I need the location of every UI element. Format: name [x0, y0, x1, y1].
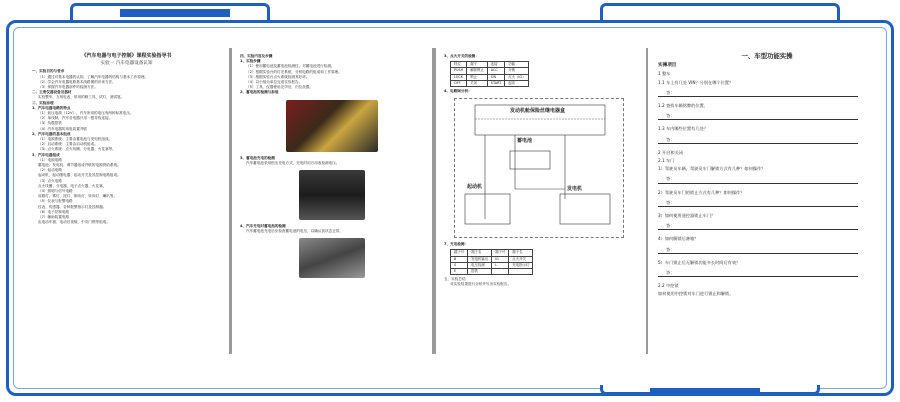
page1-line: 二、主要仪器设备及器材	[32, 90, 72, 95]
page1-line: 起动机、起动继电器、起动开关及其控制电路组成。	[38, 173, 121, 178]
page2-line: （2）根据实验台的灯光系统，分析电路的组成和工作原理。	[246, 69, 342, 74]
table-cell: 发电机输出	[468, 256, 492, 262]
table-cell: ACC	[487, 68, 504, 74]
table-cell: 搭铁	[468, 269, 492, 275]
starter-label: 起动机	[467, 184, 483, 191]
page4-section: 实操项目	[658, 63, 677, 69]
answer-field[interactable]: 答：	[658, 270, 858, 277]
question-text: 1 整车	[658, 71, 671, 77]
answer-field[interactable]: 答：	[658, 223, 858, 230]
page1-line: 3、汽车电器组成	[32, 152, 60, 157]
page1-line: 1、汽车电器电路的特点	[32, 105, 71, 110]
page2-line: （1）使用蓄电池及蓄电池检测仪，对蓄电池进行检测。	[246, 64, 335, 69]
table-cell: 点火（IG）	[505, 74, 529, 80]
battery-label: 蓄电池	[517, 138, 533, 145]
question-text: 1.1 车上有几处 VIN？分别在哪个位置？	[658, 79, 734, 85]
page1-line: （1）低压电源（12V），汽车所用的电压有两种标准电压。	[38, 111, 134, 116]
answer-field[interactable]: 答：	[658, 113, 858, 120]
page1-line: 仪表、传感器、各种报警指示灯及控制器。	[38, 204, 107, 209]
page1-line: （3）负极搭铁	[38, 121, 62, 126]
page1-line: 2、汽车电器的基本组成	[32, 131, 71, 136]
page1-line: （2）单线制，汽车各电器只用一根导线连接。	[38, 116, 113, 121]
page1-line: （3）点火电路	[38, 178, 62, 183]
page1-line: （1）通过对基本电器的认知，了解汽车电器的结构与基本工作原理。	[38, 74, 149, 79]
table-cell: 端子	[467, 62, 488, 68]
question-text: 2.2 中控锁	[658, 283, 679, 289]
page1-line: （2）启动系统：主要由启动机组成。	[38, 142, 98, 147]
table-cell: 端子号	[451, 250, 468, 256]
alternator-label: 发电机	[567, 186, 583, 193]
question-text: 1.2 查找车辆铭牌的位置。	[658, 103, 708, 109]
page1-line: （1）电源电路	[38, 157, 62, 162]
page2-line: 汽车蓄电池采用恒压充电方式，充电时用万用表检测电压。	[246, 160, 340, 165]
page1-line: （5）仪表与报警电路	[38, 199, 73, 204]
page1-line: （3）点火系统：点火线圈、分电器、火花塞等。	[38, 147, 116, 152]
table-cell: LOCK	[451, 74, 467, 80]
table-cell: 点火开关	[509, 256, 533, 262]
page1-line: 实验整车，万用电表，常用的修工具，试灯，测试笔。	[38, 95, 125, 100]
table-cell: E	[451, 269, 468, 275]
table-cell: 连接	[487, 62, 504, 68]
answer-field[interactable]: 答：	[658, 137, 858, 144]
table-row	[451, 269, 533, 275]
document-page-2	[232, 48, 432, 354]
page1-line: （2）起动电路	[38, 168, 62, 173]
page1-line: （7）辅助装置电路	[38, 215, 70, 220]
page1-line: （3）掌握汽车电器部件的检测方法。	[38, 85, 98, 90]
page2-line: 4、汽车充电时蓄电池的检测	[240, 224, 286, 229]
page3-heading-circuit: 4、电路图分析：	[444, 89, 472, 94]
table-cell: 端子号	[492, 250, 509, 256]
table-cell: 端子名	[468, 250, 492, 256]
table-cell: START	[487, 80, 504, 86]
page2-line: 1、实验步骤	[240, 59, 261, 64]
charging-circuit-diagram	[454, 98, 624, 238]
page3-heading-charging: 7、充电检测：	[444, 242, 469, 247]
circuit-wires	[455, 99, 625, 239]
table-row	[451, 80, 529, 86]
answer-field[interactable]: 答：	[658, 176, 858, 183]
table-cell	[509, 269, 533, 275]
page1-line: 由电动车窗、电动后视镜、中央门锁等组成。	[38, 220, 110, 225]
page1-line: 三、实验原理	[32, 100, 54, 105]
table-cell: IG	[492, 256, 509, 262]
table-cell: OFF	[451, 80, 467, 86]
document-page-4	[648, 48, 886, 354]
answer-field[interactable]: 答：	[658, 90, 858, 97]
page1-line: （4）照明与信号电路	[38, 189, 73, 194]
question-text: 5）车门锁止后无解锁功能多长时间后有效？	[658, 259, 741, 265]
battery-photo	[299, 170, 365, 220]
table-cell: PUSH	[451, 68, 467, 74]
answer-field[interactable]: 答：	[658, 247, 858, 254]
page2-line: （3）根据实验台点火系统检测其好坏。	[246, 74, 310, 79]
relay-box-label: 发动机舱保险丝继电器盒	[510, 108, 566, 115]
table-cell: S	[451, 262, 468, 268]
page3-summary-text: 对实验结果进行分析并写出实验报告。	[450, 282, 512, 287]
table-cell: B	[451, 256, 468, 262]
frame-top-tab-right	[600, 3, 840, 21]
page4-title: 一、车型功能实操	[741, 52, 793, 60]
question-text: 4）如何解锁后备箱？	[658, 236, 699, 242]
document-page-1	[24, 48, 229, 354]
question-text: 2 开启和关闭	[658, 149, 683, 155]
table-cell	[492, 269, 509, 275]
ignition-switch-table	[450, 61, 529, 87]
page2-body-mid	[240, 156, 424, 166]
page2-line: 四、实验内容及步骤	[240, 54, 273, 58]
question-text: 3）如何使用遥控器锁止车门？	[658, 213, 716, 219]
page1-body	[32, 69, 221, 225]
page2-body-top	[240, 54, 424, 96]
page1-title: 《汽车电器与电子控制》课程实验指导书	[81, 53, 172, 59]
page4-questions	[658, 71, 876, 296]
page1-line: （6）电子控制电路	[38, 209, 70, 214]
question-text: 1.3 车内哪些位置有几处？	[658, 126, 708, 132]
page3-summary-heading: 五、实验总结	[444, 277, 466, 282]
document-viewer[interactable]	[24, 48, 886, 354]
table-cell: 锁止	[467, 74, 488, 80]
engine-bay-photo	[299, 238, 365, 278]
page2-line: 3、蓄电池充电的检测	[240, 155, 275, 160]
page1-line: 蓄电池、发电机、调节器组成并联的电源供给系统。	[38, 163, 121, 168]
page2-body-bottom	[240, 224, 424, 234]
answer-field[interactable]: 答：	[658, 200, 858, 207]
page2-line: （5）工具、仪器使用完毕后，归位放置。	[246, 85, 313, 90]
table-cell: 解除锁止	[467, 68, 488, 74]
frame-bottom-accent	[650, 388, 760, 394]
table-cell: L	[492, 262, 509, 268]
alternator-terminal-table	[450, 249, 533, 275]
document-page-3	[436, 48, 646, 354]
page1-line: 点火线圈、分电器、电子点火器、火花塞。	[38, 183, 107, 188]
battery-test-photo	[286, 100, 378, 152]
table-cell: 档位	[451, 62, 467, 68]
page1-line: （4）汽车电器的用电装置并联	[38, 126, 88, 131]
table-cell: 功能	[505, 62, 529, 68]
question-text: 如何使用中控锁对车门进行锁止和解锁。	[658, 291, 734, 297]
page1-subtitle: 实验一 汽车电器设备认知	[100, 61, 153, 67]
page3-heading-ignition: 3、点火开关的检测：	[444, 54, 479, 58]
page2-line: 汽车蓄电池充电后应检查蓄电池的电压，以确认其状态正常。	[246, 229, 344, 234]
page2-line: 2、蓄电池的检测与拆装	[240, 90, 279, 95]
page1-line: 前照灯、雾灯、尾灯、制动灯、转向灯、喇叭等。	[38, 194, 118, 199]
frame-top-accent	[120, 9, 230, 17]
question-text: 1）驾驶员车辆，驾驶员车门解锁方式有几种？如何操作？	[658, 166, 766, 172]
question-text: 2.1 车门	[658, 158, 675, 164]
question-text: 2）驾驶员车门的锁止方式有几种？如何操作？	[658, 189, 745, 195]
table-cell: 端子名	[509, 250, 533, 256]
table-cell: 开锁	[505, 68, 529, 74]
table-cell: 电压检测	[468, 262, 492, 268]
table-cell: ON	[487, 74, 504, 80]
page1-line: （1）电源系统：主要由蓄电池与发电机组成。	[38, 137, 113, 142]
page2-line: （4）以小组为单位完成实验报告。	[246, 80, 303, 85]
table-cell: 关闭	[467, 80, 488, 86]
table-cell: 起动	[505, 80, 529, 86]
table-cell: 充电指示灯	[509, 262, 533, 268]
page1-line: （2）学会汽车电器电路基本线路图的识读方法。	[38, 79, 116, 84]
page1-line: 一、实验目的与要求	[32, 69, 65, 74]
